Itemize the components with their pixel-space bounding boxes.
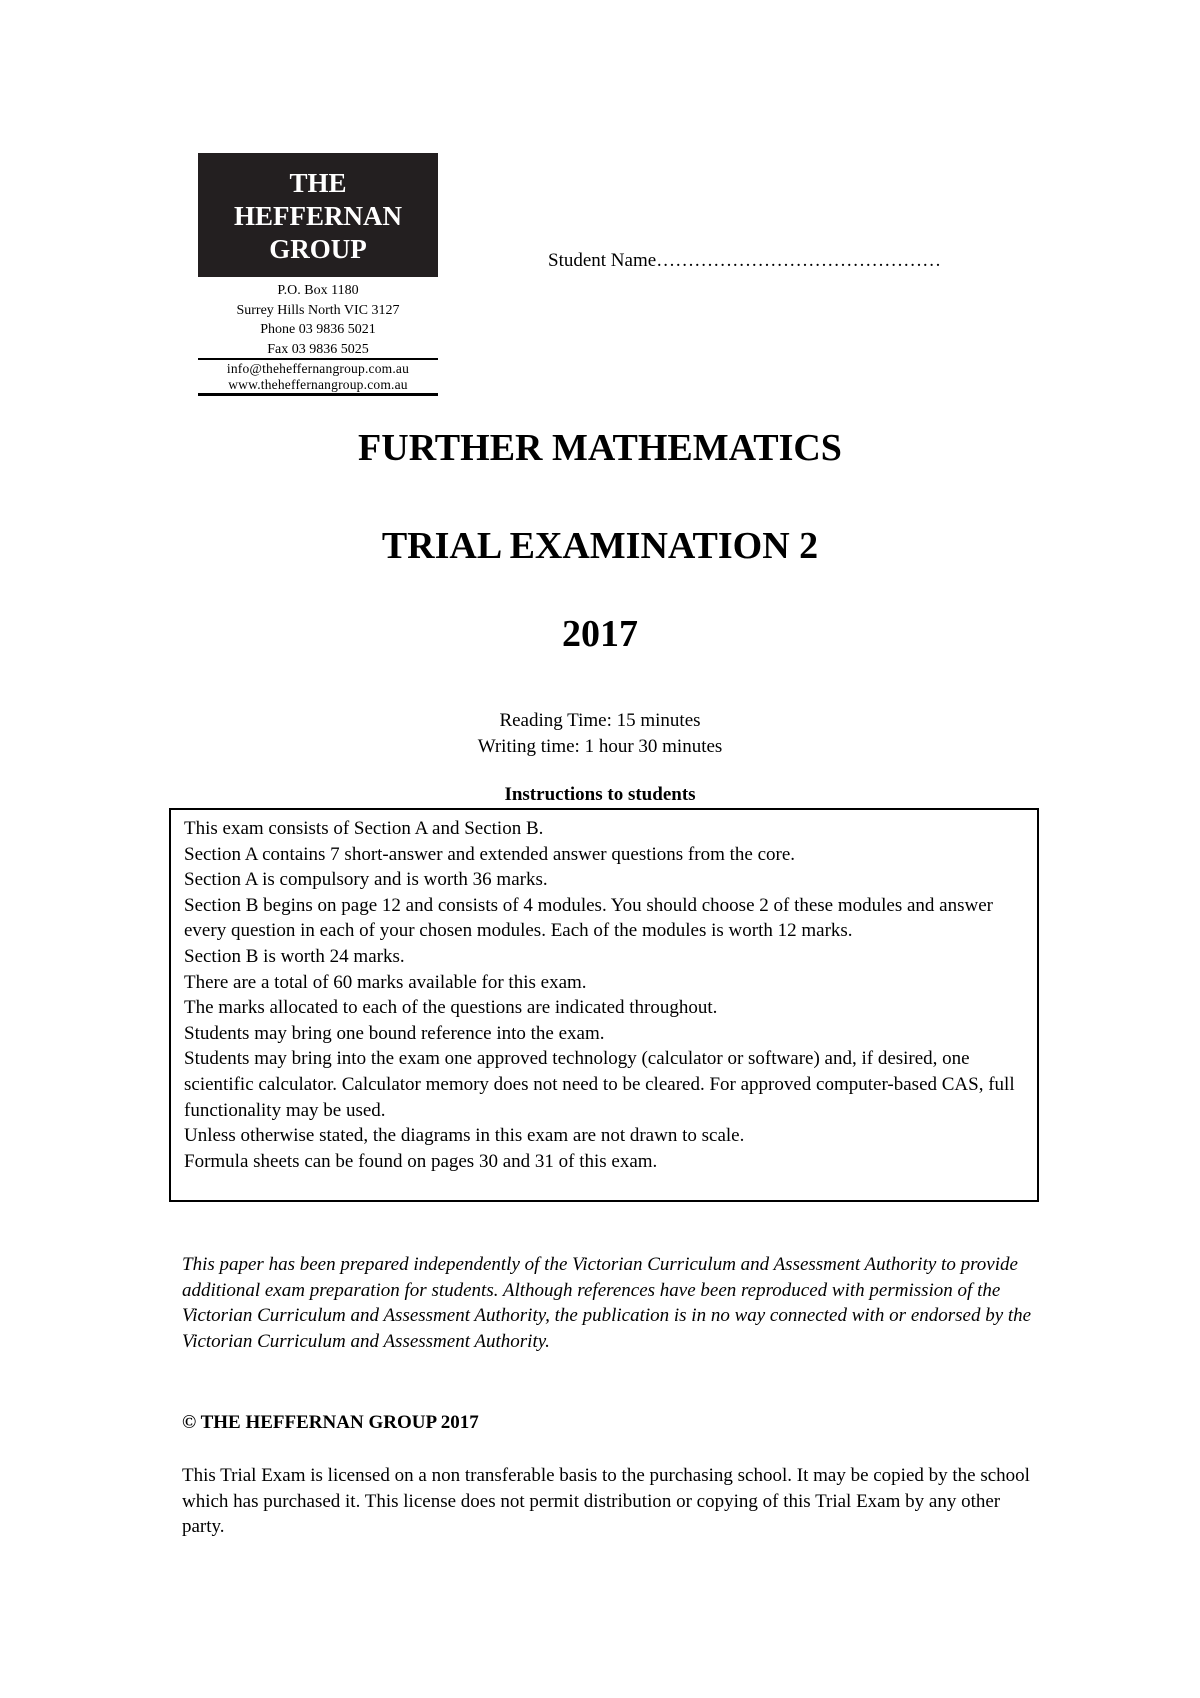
license-text: This Trial Exam is licensed on a non transferable basis to the purchasing school. It may be copied by the school which has purchased it. This license does not permit distribution or copying of this Trial Exam by any other party. bbox=[182, 1465, 1030, 1538]
instruction-line: Section B begins on page 12 and consists of 4 modules. You should choose 2 of these modules and answer every question in each of your chosen modules. Each of the modules is worth 12 marks. bbox=[184, 894, 993, 942]
email-text: info@theheffernangroup.com.au bbox=[226, 361, 410, 376]
logo-line-3: GROUP bbox=[269, 234, 367, 264]
subject-title: FURTHER MATHEMATICS bbox=[358, 427, 842, 469]
logo-divider-top bbox=[198, 358, 438, 360]
instruction-line: This exam consists of Section A and Section B. bbox=[184, 818, 544, 839]
website-text: www.theheffernangroup.com.au bbox=[228, 377, 408, 392]
instruction-line: Formula sheets can be found on pages 30 and 31 of this exam. bbox=[184, 1150, 658, 1172]
reading-time: Reading Time: 15 minutes bbox=[499, 710, 701, 731]
logo-line-1: THE bbox=[289, 168, 347, 198]
address-line: P.O. Box 1180 bbox=[277, 283, 359, 298]
address-line: Fax 03 9836 5025 bbox=[267, 341, 369, 357]
disclaimer-text: This paper has been prepared independently of the Victorian Curriculum and Assessment Authority to provide additional exam preparation for students. Although references have been reproduced with permission of the Victorian Curriculum and Assessment Authority, the publication is in no way connected with or endorsed by the Victorian Curriculum and Assessment Authority. bbox=[182, 1254, 1032, 1352]
logo-divider-bottom bbox=[198, 393, 438, 396]
address-line: Phone 03 9836 5021 bbox=[260, 322, 376, 337]
instruction-line: Unless otherwise stated, the diagrams in this exam are not drawn to scale. bbox=[184, 1125, 745, 1147]
instruction-line: Students may bring into the exam one approved technology (calculator or software) and, if desired, one scientific calculator. Calculator memory does not need to be cleared. For approved computer-based CAS, full functionality may be used. bbox=[184, 1048, 1015, 1121]
exam-title: TRIAL EXAMINATION 2 bbox=[381, 525, 819, 567]
instruction-line: The marks allocated to each of the questions are indicated throughout. bbox=[184, 997, 718, 1019]
exam-year: 2017 bbox=[562, 613, 638, 655]
copyright-notice: © THE HEFFERNAN GROUP 2017 bbox=[182, 1412, 479, 1433]
address-line: Surrey Hills North VIC 3127 bbox=[236, 302, 400, 318]
instruction-line: Section A is compulsory and is worth 36 marks. bbox=[184, 869, 548, 891]
writing-time: Writing time: 1 hour 30 minutes bbox=[477, 736, 723, 757]
instructions-box bbox=[169, 808, 1039, 1202]
instruction-line: Students may bring one bound reference into the exam. bbox=[184, 1022, 605, 1044]
logo-line-2: HEFFERNAN bbox=[234, 201, 402, 231]
publisher-web bbox=[198, 361, 438, 393]
publisher-logo bbox=[198, 153, 438, 277]
student-name-field: Student Name……………………………………… bbox=[548, 250, 942, 271]
instruction-line: There are a total of 60 marks available for this exam. bbox=[184, 971, 587, 993]
instruction-line: Section B is worth 24 marks. bbox=[184, 945, 405, 967]
publisher-address bbox=[198, 281, 438, 359]
instruction-line: Section A contains 7 short-answer and extended answer questions from the core. bbox=[184, 843, 796, 865]
instructions-heading: Instructions to students bbox=[504, 784, 696, 805]
